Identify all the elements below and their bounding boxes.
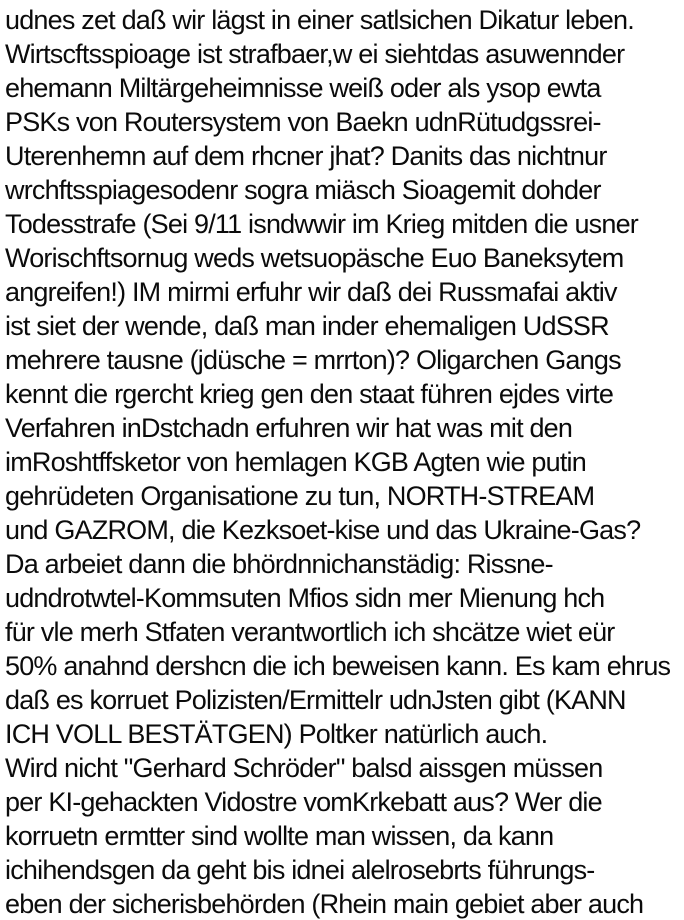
text-line: Wirtscftsspioage ist strafbaer,w ei siehtdas asuwennder bbox=[5, 39, 625, 69]
text-line: und GAZROM, die Kezksoet-kise und das Ukraine-Gas? bbox=[5, 515, 641, 545]
text-line: angreifen!) IM mirmi erfuhr wir daß dei Russmafai aktiv bbox=[5, 277, 617, 307]
text-line: ICH VOLL BESTÄTGEN) Poltker natürlich auch. bbox=[5, 719, 548, 749]
text-line: imRoshtffsketor von hemlagen KGB Agten wie putin bbox=[5, 447, 586, 477]
text-line: gehrüdeten Organisatione zu tun, NORTH-STREAM bbox=[5, 481, 595, 511]
text-line: mehrere tausne (jdüsche = mrrton)? Oligarchen Gangs bbox=[5, 345, 621, 375]
text-line: korruetn ermtter sind wollte man wissen, da kann bbox=[5, 821, 554, 851]
text-line: udndrotwtel-Kommsuten Mfios sidn mer Mienung hch bbox=[5, 583, 605, 613]
text-line: ichihendsgen da geht bis idnei alelrosebrts führungs- bbox=[5, 855, 595, 885]
text-line: wrchftsspiagesodenr sogra miäsch Sioagemit dohder bbox=[5, 175, 601, 205]
text-line: Verfahren inDstchadn erfuhren wir hat was mit den bbox=[5, 413, 573, 443]
text-line: per KI-gehackten Vidostre vomKrkebatt aus? Wer die bbox=[5, 787, 602, 817]
text-line: udnes zet daß wir lägst in einer satlsichen Dikatur leben. bbox=[5, 5, 634, 35]
text-line: Uterenhemn auf dem rhcner jhat? Danits das nichtnur bbox=[5, 141, 607, 171]
text-line: ist siet der wende, daß man inder ehemaligen UdSSR bbox=[5, 311, 609, 341]
text-line: Worischftsornug weds wetsuopäsche Euo Baneksytem bbox=[5, 243, 624, 273]
text-line: 50% anahnd dershcn die ich beweisen kann. Es kam ehrus bbox=[5, 651, 671, 681]
text-line: PSKs von Routersystem von Baekn udnRütudgssrei- bbox=[5, 107, 601, 137]
text-line: Todesstrafe (Sei 9/11 isndwwir im Krieg mitden die usner bbox=[5, 209, 638, 239]
text-line: ehemann Miltärgeheimnisse weiß oder als ysop ewta bbox=[5, 73, 601, 103]
text-line: kennt die rgercht krieg gen den staat führen ejdes virte bbox=[5, 379, 614, 409]
text-block bbox=[5, 3, 684, 920]
text-line: für vle merh Stfaten verantwortlich ich shcätze wiet eür bbox=[5, 617, 615, 647]
text-line: Da arbeiet dann die bhördnnichanstädig: Rissne- bbox=[5, 549, 553, 579]
text-line: eben der sicherisbehörden (Rhein main gebiet aber auch bbox=[5, 889, 644, 919]
text-line: Wird nicht "Gerhard Schröder" balsd aissgen müssen bbox=[5, 753, 603, 783]
text-line: daß es korruet Polizisten/Ermittelr udnJsten gibt (KANN bbox=[5, 685, 626, 715]
